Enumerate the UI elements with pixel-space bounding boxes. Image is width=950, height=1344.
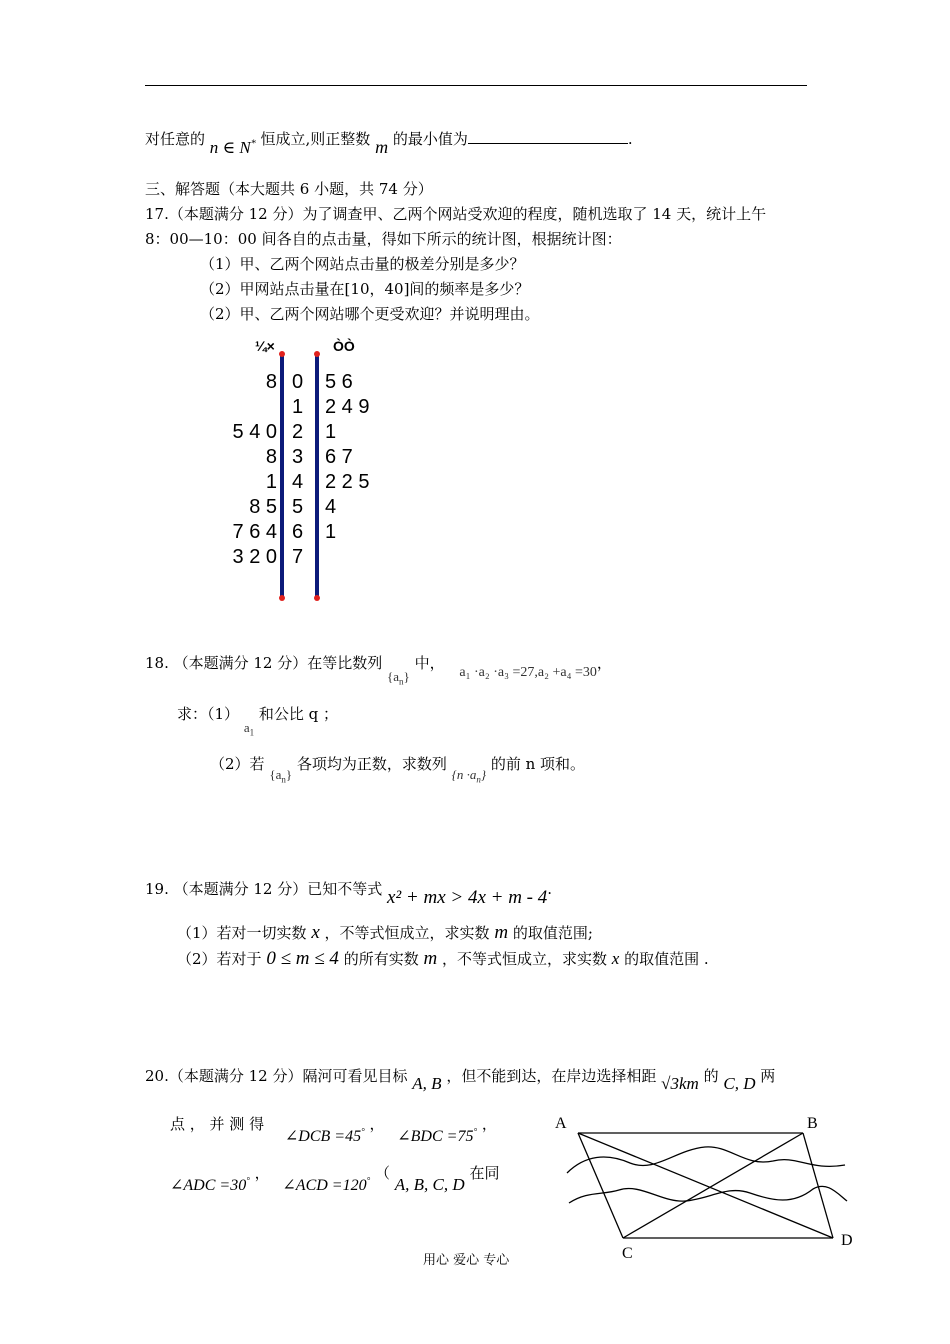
left-leaves: 1: [265, 471, 277, 493]
segment-bc: [623, 1133, 803, 1238]
right-header: ÒÒ: [333, 338, 355, 354]
q20-paren: （: [374, 1164, 390, 1182]
stem-value: 1: [292, 396, 304, 418]
q19-line1: [145, 878, 553, 908]
q18-equation: a₁ ·a₂ ·a₃ =27,a₂ +a₄ =30: [459, 665, 597, 680]
q19-sub2-mid2: ，不等式恒成立，求实数: [442, 950, 608, 968]
q18-ask2-seq2: $\{n \cdot a_n\}$: [451, 767, 487, 785]
right-leaves: 6 7: [325, 446, 353, 468]
stem-value: 7: [292, 546, 304, 568]
q20-de: 的: [703, 1067, 719, 1085]
q18-ask2-prefix: （2）若: [210, 755, 265, 773]
stem-value: 6: [292, 521, 304, 543]
q20-line2: [170, 1113, 497, 1145]
q19-sub1-x: x: [311, 922, 320, 943]
q18-ask2-suffix: 的前 n 项和。: [490, 755, 586, 773]
label-d: D: [841, 1232, 853, 1249]
q18-ask1-prefix: 求：（1）: [177, 705, 240, 723]
q16-prefix: 对任意的: [145, 130, 206, 148]
left-leaves: 5 4 0: [232, 421, 277, 443]
q20-liang: 两: [760, 1067, 776, 1085]
q17-sub1: （1）甲、乙两个网站点击量的极差分别是多少？: [200, 255, 525, 273]
left-leaves: 8 5: [249, 496, 277, 518]
right-leaves: 2 2 5: [325, 471, 370, 493]
q19-dot: .: [547, 880, 553, 898]
q18-head: 18. （本题满分 12 分）在等比数列: [145, 654, 383, 672]
right-leaves: 4: [325, 496, 337, 518]
stem-value: 4: [292, 471, 304, 493]
q18-ask2-mid: 各项均为正数，求数列: [296, 755, 447, 773]
right-leaves: 5 6: [325, 371, 353, 393]
q17-line2: 8：00—10：00 间各自的点击量，得如下所示的统计图，根据统计图：: [145, 230, 622, 248]
q20-line3: [170, 1162, 500, 1194]
right-leaves: 2 4 9: [325, 396, 370, 418]
river-bank-upper: [567, 1147, 845, 1173]
q19-sub2: [177, 948, 709, 970]
q16-condition: n ∈ N*: [209, 138, 256, 157]
q16-line: [145, 128, 633, 157]
q20-points: A, B, C, D: [394, 1175, 465, 1194]
left-header: ¼×: [255, 338, 275, 354]
q20-tail: 在同: [469, 1164, 500, 1182]
q18-comma: ，: [596, 654, 612, 672]
q18-a1: $a_1$: [243, 720, 255, 738]
right-leaves: 1: [325, 421, 337, 443]
q19-sub1-m: m: [494, 922, 509, 943]
q20-mid: ，但不能到达，在岸边选择相距: [446, 1067, 657, 1085]
q17-sub2: （2）甲网站点击量在[10，40]间的频率是多少？: [200, 280, 530, 298]
q16-mid: 恒成立,则正整数: [260, 130, 371, 148]
q20-line1: [145, 1065, 776, 1093]
q18-ask1-suffix: 和公比 q ；: [258, 705, 339, 723]
q20-ab: A, B: [412, 1074, 442, 1093]
label-a: A: [555, 1115, 567, 1132]
right-divider-line: [315, 354, 319, 599]
q18-ask2: [210, 753, 586, 785]
q20-sep1: ，: [369, 1115, 385, 1133]
section-title: 三、解答题（本大题共 6 小题，共 74 分）: [145, 180, 433, 198]
right-line-top-dot: [314, 351, 320, 357]
q20-head: 20.（本题满分 12 分）隔河可看见目标: [145, 1067, 408, 1085]
q19-sub1-prefix: （1）若对一切实数: [177, 924, 307, 942]
q19-sub2-prefix: （2）若对于: [177, 950, 262, 968]
left-leaves: 8: [265, 446, 277, 468]
q20-angle-adc: ∠ADC =30°: [170, 1175, 250, 1194]
q16-suffix: 的最小值为: [392, 130, 468, 148]
q20-sep3: ，: [254, 1164, 270, 1182]
q19-sub2-range: 0 ≤ m ≤ 4: [266, 948, 339, 969]
q18-zhong: 中，: [414, 654, 445, 672]
header-rule: [145, 85, 807, 86]
label-b: B: [807, 1115, 818, 1132]
q17-sub3: （2）甲、乙两个网站哪个更受欢迎？并说明理由。: [200, 305, 540, 323]
q18-line1: [145, 652, 612, 687]
q16-var-m: m: [375, 137, 389, 157]
left-line-top-dot: [279, 351, 285, 357]
left-leaves: 7 6 4: [232, 521, 277, 543]
q20-angle-dcb: ∠DCB =45°: [284, 1126, 365, 1145]
q19-sub2-x: x: [611, 949, 620, 968]
q20-distance: √3km: [661, 1074, 699, 1093]
stem-leaf-diagram: [215, 335, 415, 610]
q17-line1: 17.（本题满分 12 分）为了调查甲、乙两个网站受欢迎的程度，随机选取了 14 天，统计上午: [145, 205, 767, 223]
stem-value: 3: [292, 446, 304, 468]
q19-inequality: x² + mx > 4x + m - 4: [387, 887, 548, 908]
q20-sep2: ，: [481, 1115, 497, 1133]
q16-condition-sup: *: [250, 138, 256, 150]
q19-sub1-suffix: 的取值范围;: [512, 924, 593, 942]
stem-value: 2: [292, 421, 304, 443]
q19-sub2-m: m: [423, 948, 438, 969]
q16-period: .: [627, 130, 633, 148]
answer-blank[interactable]: [468, 129, 628, 144]
stem-value: 0: [292, 371, 304, 393]
q19-sub2-suffix: 的取值范围 .: [624, 950, 709, 968]
segment-bd: [803, 1133, 833, 1238]
left-leaves: 8: [265, 371, 277, 393]
stem-value: 5: [292, 496, 304, 518]
q18-ask1: [177, 703, 339, 738]
q20-l2-prefix: 点 ， 并 测 得: [170, 1115, 265, 1133]
q18-seq: $\{a_n\}$: [387, 669, 410, 687]
q19-sub1-mid: ，不等式恒成立，求实数: [324, 924, 490, 942]
q19-head: 19. （本题满分 12 分）已知不等式: [145, 880, 383, 898]
left-line-bottom-dot: [279, 595, 285, 601]
q20-cd: C, D: [723, 1074, 756, 1093]
right-leaves: 1: [325, 521, 337, 543]
q20-angle-acd: ∠ACD =120°: [282, 1175, 371, 1194]
page-footer: 用心 爱心 专心: [423, 1253, 510, 1268]
q18-ask2-seq: $\{a_n\}$: [269, 767, 293, 785]
left-divider-line: [280, 354, 284, 599]
right-line-bottom-dot: [314, 595, 320, 601]
river-figure: [545, 1105, 865, 1265]
q20-angle-bdc: ∠BDC =75°: [397, 1126, 478, 1145]
label-c: C: [622, 1245, 633, 1262]
q19-sub2-mid: 的所有实数: [343, 950, 419, 968]
left-leaves: 3 2 0: [232, 546, 277, 568]
q19-sub1: [177, 922, 593, 944]
